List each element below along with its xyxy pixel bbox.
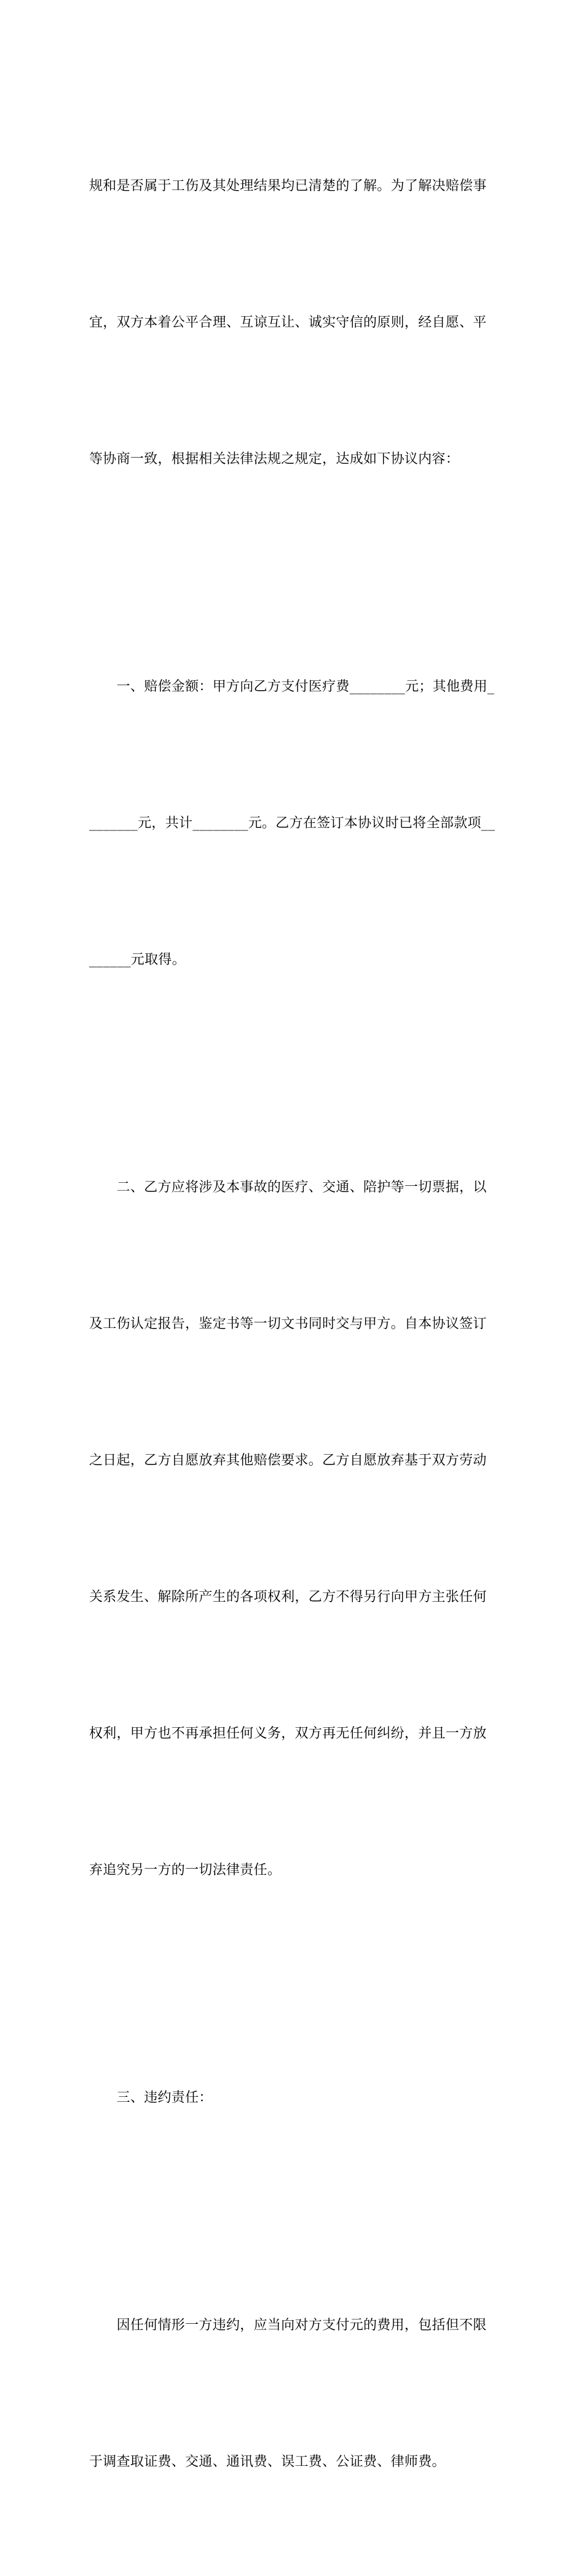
text-line: 因任何情形一方违约，应当向对方支付元的费用，包括但不限 <box>89 2318 487 2333</box>
text-line: 规和是否属于工伤及其处理结果均已清楚的了解。为了解决赔偿事 <box>89 178 487 194</box>
paragraph-clause-1-compensation <box>89 573 495 1074</box>
text-line: 一、赔偿金额：甲方向乙方支付医疗费________元；其他费用_ <box>89 679 495 694</box>
text-line: 二、乙方应将涉及本事故的医疗、交通、陪护等一切票据，以 <box>89 1180 487 1195</box>
text-line: ______元取得。 <box>89 952 186 968</box>
text-line: _______元，共计________元。乙方在签订本协议时已将全部款项__ <box>89 816 495 831</box>
paragraph-clause-3-heading <box>89 1984 495 2212</box>
text-line: 之日起，乙方自愿放弃其他赔偿要求。乙方自愿放弃基于双方劳动 <box>89 1453 487 1468</box>
text-line: 弃追究另一方的一切法律责任。 <box>89 1862 282 1878</box>
text-line: 宜，双方本着公平合理、互谅互让、诚实守信的原则，经自愿、平 <box>89 315 487 330</box>
paragraph-intro <box>89 73 495 573</box>
text-line: 及工伤认定报告，鉴定书等一切文书同时交与甲方。自本协议签订 <box>89 1316 487 1332</box>
text-line: 权利，甲方也不再承担任何义务，双方再无任何纠纷，并且一方放 <box>89 1726 487 1741</box>
paragraph-clause-3-body <box>89 2212 495 2576</box>
text-line: 于调查取证费、交通、通讯费、误工费、公证费、律师费。 <box>89 2454 446 2470</box>
text-line: 关系发生、解除所产生的各项权利，乙方不得另行向甲方主张任何 <box>89 1589 487 1605</box>
document-body <box>89 73 495 2576</box>
paragraph-clause-2-waiver <box>89 1074 495 1984</box>
text-line: 等协商一致，根据相关法律法规之规定，达成如下协议内容： <box>89 451 460 467</box>
section-heading: 三、违约责任： <box>89 2090 213 2105</box>
